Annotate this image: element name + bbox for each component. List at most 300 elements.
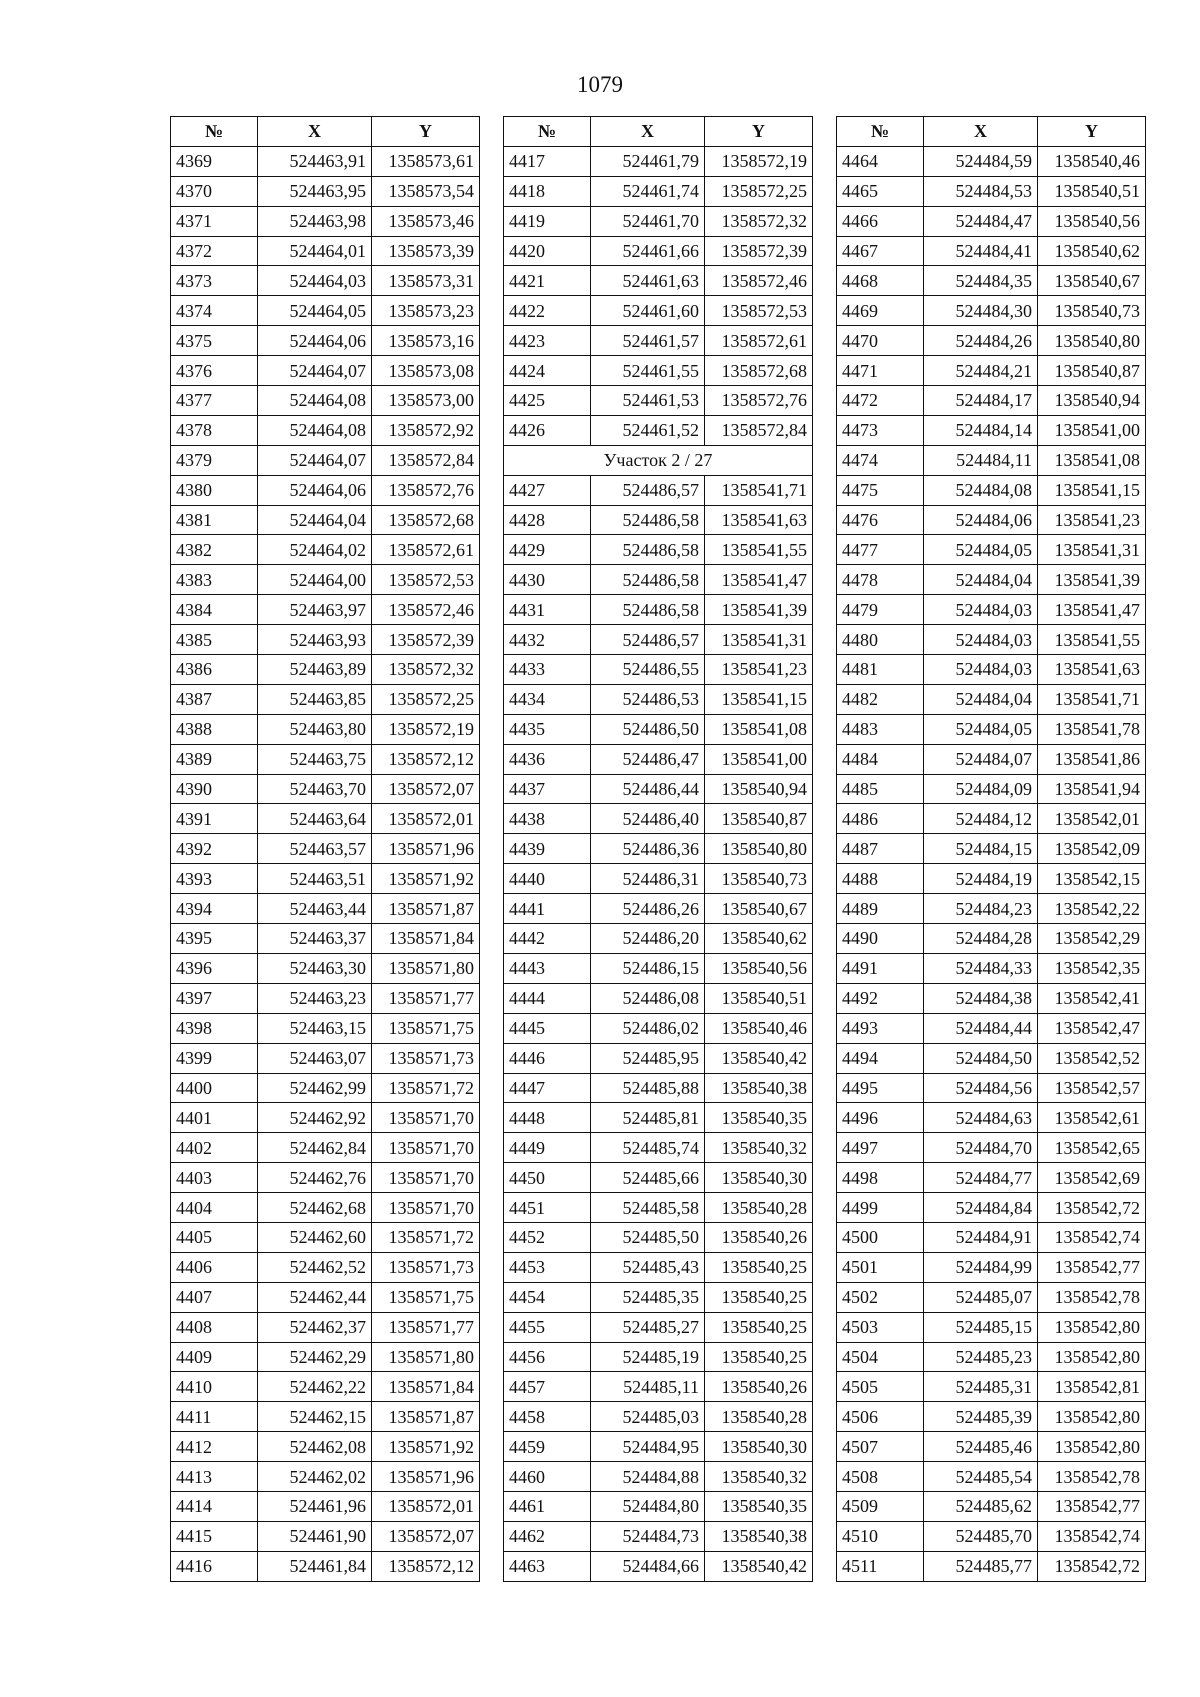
section-row xyxy=(504,445,813,475)
x-coordinate-cell: 524484,80 xyxy=(591,1491,705,1521)
y-coordinate-cell: 1358540,73 xyxy=(705,864,813,894)
table-row xyxy=(837,1103,1146,1133)
header-number: № xyxy=(504,117,591,147)
x-coordinate-cell: 524462,29 xyxy=(258,1342,372,1372)
x-coordinate-cell: 524463,57 xyxy=(258,834,372,864)
x-coordinate-cell: 524486,55 xyxy=(591,655,705,685)
table-row xyxy=(504,684,813,714)
table-row xyxy=(504,1432,813,1462)
point-number-cell: 4418 xyxy=(504,176,591,206)
table-row xyxy=(504,146,813,176)
y-coordinate-cell: 1358571,77 xyxy=(372,1312,480,1342)
point-number-cell: 4457 xyxy=(504,1372,591,1402)
y-coordinate-cell: 1358573,23 xyxy=(372,296,480,326)
table-row xyxy=(837,684,1146,714)
x-coordinate-cell: 524486,15 xyxy=(591,953,705,983)
point-number-cell: 4381 xyxy=(171,505,258,535)
point-number-cell: 4472 xyxy=(837,386,924,416)
x-coordinate-cell: 524486,20 xyxy=(591,924,705,954)
table-row xyxy=(837,475,1146,505)
x-coordinate-cell: 524484,03 xyxy=(924,655,1038,685)
point-number-cell: 4469 xyxy=(837,296,924,326)
point-number-cell: 4406 xyxy=(171,1252,258,1282)
point-number-cell: 4371 xyxy=(171,206,258,236)
table-row xyxy=(837,386,1146,416)
table-row xyxy=(171,1432,480,1462)
y-coordinate-cell: 1358572,25 xyxy=(372,684,480,714)
x-coordinate-cell: 524486,58 xyxy=(591,505,705,535)
x-coordinate-cell: 524486,40 xyxy=(591,804,705,834)
point-number-cell: 4392 xyxy=(171,834,258,864)
table-row xyxy=(837,894,1146,924)
y-coordinate-cell: 1358542,47 xyxy=(1038,1013,1146,1043)
y-coordinate-cell: 1358572,12 xyxy=(372,1551,480,1581)
x-coordinate-cell: 524461,60 xyxy=(591,296,705,326)
x-coordinate-cell: 524486,08 xyxy=(591,983,705,1013)
table-row xyxy=(504,804,813,834)
y-coordinate-cell: 1358541,08 xyxy=(1038,445,1146,475)
point-number-cell: 4479 xyxy=(837,595,924,625)
table-row xyxy=(504,236,813,266)
header-y: Y xyxy=(1038,117,1146,147)
point-number-cell: 4504 xyxy=(837,1342,924,1372)
point-number-cell: 4399 xyxy=(171,1043,258,1073)
table-row xyxy=(171,1222,480,1252)
x-coordinate-cell: 524484,17 xyxy=(924,386,1038,416)
table-row xyxy=(837,1013,1146,1043)
x-coordinate-cell: 524484,91 xyxy=(924,1222,1038,1252)
x-coordinate-cell: 524484,19 xyxy=(924,864,1038,894)
point-number-cell: 4380 xyxy=(171,475,258,505)
point-number-cell: 4422 xyxy=(504,296,591,326)
point-number-cell: 4461 xyxy=(504,1491,591,1521)
point-number-cell: 4389 xyxy=(171,744,258,774)
x-coordinate-cell: 524484,70 xyxy=(924,1133,1038,1163)
table-row xyxy=(504,565,813,595)
y-coordinate-cell: 1358541,39 xyxy=(1038,565,1146,595)
x-coordinate-cell: 524461,84 xyxy=(258,1551,372,1581)
table-row xyxy=(504,953,813,983)
x-coordinate-cell: 524462,15 xyxy=(258,1402,372,1432)
y-coordinate-cell: 1358572,61 xyxy=(705,326,813,356)
table-row xyxy=(504,326,813,356)
table-row xyxy=(837,1133,1146,1163)
y-coordinate-cell: 1358542,72 xyxy=(1038,1193,1146,1223)
point-number-cell: 4443 xyxy=(504,953,591,983)
point-number-cell: 4465 xyxy=(837,176,924,206)
x-coordinate-cell: 524463,23 xyxy=(258,983,372,1013)
point-number-cell: 4436 xyxy=(504,744,591,774)
y-coordinate-cell: 1358540,25 xyxy=(705,1342,813,1372)
point-number-cell: 4410 xyxy=(171,1372,258,1402)
table-row xyxy=(837,1163,1146,1193)
point-number-cell: 4370 xyxy=(171,176,258,206)
y-coordinate-cell: 1358540,42 xyxy=(705,1043,813,1073)
y-coordinate-cell: 1358540,25 xyxy=(705,1282,813,1312)
table-row xyxy=(171,505,480,535)
x-coordinate-cell: 524485,77 xyxy=(924,1551,1038,1581)
point-number-cell: 4470 xyxy=(837,326,924,356)
x-coordinate-cell: 524461,63 xyxy=(591,266,705,296)
table-row xyxy=(171,1163,480,1193)
y-coordinate-cell: 1358540,80 xyxy=(1038,326,1146,356)
table-row xyxy=(504,1013,813,1043)
y-coordinate-cell: 1358540,30 xyxy=(705,1432,813,1462)
table-row xyxy=(504,1252,813,1282)
x-coordinate-cell: 524484,23 xyxy=(924,894,1038,924)
point-number-cell: 4503 xyxy=(837,1312,924,1342)
point-number-cell: 4454 xyxy=(504,1282,591,1312)
x-coordinate-cell: 524484,04 xyxy=(924,565,1038,595)
point-number-cell: 4475 xyxy=(837,475,924,505)
x-coordinate-cell: 524464,05 xyxy=(258,296,372,326)
table-row xyxy=(837,326,1146,356)
x-coordinate-cell: 524461,79 xyxy=(591,146,705,176)
y-coordinate-cell: 1358540,94 xyxy=(1038,386,1146,416)
point-number-cell: 4400 xyxy=(171,1073,258,1103)
x-coordinate-cell: 524485,39 xyxy=(924,1402,1038,1432)
x-coordinate-cell: 524484,50 xyxy=(924,1043,1038,1073)
point-number-cell: 4481 xyxy=(837,655,924,685)
x-coordinate-cell: 524484,03 xyxy=(924,625,1038,655)
x-coordinate-cell: 524486,36 xyxy=(591,834,705,864)
table-row xyxy=(837,1222,1146,1252)
point-number-cell: 4409 xyxy=(171,1342,258,1372)
point-number-cell: 4428 xyxy=(504,505,591,535)
table-row xyxy=(837,1073,1146,1103)
point-number-cell: 4487 xyxy=(837,834,924,864)
table-row xyxy=(504,1372,813,1402)
point-number-cell: 4451 xyxy=(504,1193,591,1223)
x-coordinate-cell: 524463,75 xyxy=(258,744,372,774)
point-number-cell: 4450 xyxy=(504,1163,591,1193)
table-row xyxy=(171,565,480,595)
table-row xyxy=(171,1013,480,1043)
table-row xyxy=(171,475,480,505)
y-coordinate-cell: 1358541,31 xyxy=(705,625,813,655)
point-number-cell: 4412 xyxy=(171,1432,258,1462)
point-number-cell: 4419 xyxy=(504,206,591,236)
x-coordinate-cell: 524485,31 xyxy=(924,1372,1038,1402)
x-coordinate-cell: 524484,08 xyxy=(924,475,1038,505)
table-row xyxy=(837,655,1146,685)
point-number-cell: 4431 xyxy=(504,595,591,625)
y-coordinate-cell: 1358540,25 xyxy=(705,1252,813,1282)
table-row xyxy=(837,1342,1146,1372)
y-coordinate-cell: 1358540,56 xyxy=(1038,206,1146,236)
y-coordinate-cell: 1358542,80 xyxy=(1038,1402,1146,1432)
point-number-cell: 4502 xyxy=(837,1282,924,1312)
point-number-cell: 4466 xyxy=(837,206,924,236)
table-row xyxy=(504,625,813,655)
table-row xyxy=(504,505,813,535)
y-coordinate-cell: 1358571,70 xyxy=(372,1193,480,1223)
y-coordinate-cell: 1358542,80 xyxy=(1038,1342,1146,1372)
point-number-cell: 4493 xyxy=(837,1013,924,1043)
table-row xyxy=(837,1521,1146,1551)
y-coordinate-cell: 1358572,76 xyxy=(372,475,480,505)
point-number-cell: 4494 xyxy=(837,1043,924,1073)
x-coordinate-cell: 524464,06 xyxy=(258,475,372,505)
table-row xyxy=(171,655,480,685)
point-number-cell: 4453 xyxy=(504,1252,591,1282)
x-coordinate-cell: 524464,01 xyxy=(258,236,372,266)
y-coordinate-cell: 1358572,19 xyxy=(372,714,480,744)
point-number-cell: 4480 xyxy=(837,625,924,655)
table-row xyxy=(504,1222,813,1252)
x-coordinate-cell: 524484,14 xyxy=(924,415,1038,445)
y-coordinate-cell: 1358572,25 xyxy=(705,176,813,206)
y-coordinate-cell: 1358542,52 xyxy=(1038,1043,1146,1073)
point-number-cell: 4420 xyxy=(504,236,591,266)
y-coordinate-cell: 1358540,67 xyxy=(705,894,813,924)
x-coordinate-cell: 524462,84 xyxy=(258,1133,372,1163)
point-number-cell: 4463 xyxy=(504,1551,591,1581)
y-coordinate-cell: 1358571,80 xyxy=(372,953,480,983)
x-coordinate-cell: 524485,95 xyxy=(591,1043,705,1073)
x-coordinate-cell: 524484,21 xyxy=(924,356,1038,386)
table-row xyxy=(504,1133,813,1163)
y-coordinate-cell: 1358573,39 xyxy=(372,236,480,266)
y-coordinate-cell: 1358571,80 xyxy=(372,1342,480,1372)
x-coordinate-cell: 524461,74 xyxy=(591,176,705,206)
point-number-cell: 4378 xyxy=(171,415,258,445)
point-number-cell: 4401 xyxy=(171,1103,258,1133)
y-coordinate-cell: 1358540,46 xyxy=(1038,146,1146,176)
x-coordinate-cell: 524484,73 xyxy=(591,1521,705,1551)
x-coordinate-cell: 524462,02 xyxy=(258,1462,372,1492)
table-row xyxy=(171,744,480,774)
x-coordinate-cell: 524484,47 xyxy=(924,206,1038,236)
x-coordinate-cell: 524464,04 xyxy=(258,505,372,535)
table-row xyxy=(171,595,480,625)
point-number-cell: 4476 xyxy=(837,505,924,535)
y-coordinate-cell: 1358542,80 xyxy=(1038,1312,1146,1342)
x-coordinate-cell: 524484,09 xyxy=(924,774,1038,804)
table-row xyxy=(171,535,480,565)
y-coordinate-cell: 1358541,78 xyxy=(1038,714,1146,744)
y-coordinate-cell: 1358542,09 xyxy=(1038,834,1146,864)
coordinates-table-left xyxy=(170,116,480,1582)
y-coordinate-cell: 1358540,28 xyxy=(705,1193,813,1223)
table-row xyxy=(837,864,1146,894)
x-coordinate-cell: 524484,06 xyxy=(924,505,1038,535)
table-row xyxy=(837,1193,1146,1223)
point-number-cell: 4490 xyxy=(837,924,924,954)
point-number-cell: 4501 xyxy=(837,1252,924,1282)
y-coordinate-cell: 1358573,08 xyxy=(372,356,480,386)
table-row xyxy=(504,1402,813,1432)
x-coordinate-cell: 524463,07 xyxy=(258,1043,372,1073)
point-number-cell: 4471 xyxy=(837,356,924,386)
table-row xyxy=(504,894,813,924)
point-number-cell: 4384 xyxy=(171,595,258,625)
table-row xyxy=(171,1312,480,1342)
table-row xyxy=(837,1402,1146,1432)
x-coordinate-cell: 524484,05 xyxy=(924,714,1038,744)
x-coordinate-cell: 524485,11 xyxy=(591,1372,705,1402)
point-number-cell: 4407 xyxy=(171,1282,258,1312)
table-row xyxy=(504,535,813,565)
y-coordinate-cell: 1358541,39 xyxy=(705,595,813,625)
table-row xyxy=(504,1462,813,1492)
y-coordinate-cell: 1358542,74 xyxy=(1038,1521,1146,1551)
x-coordinate-cell: 524486,58 xyxy=(591,595,705,625)
table-row xyxy=(504,1103,813,1133)
y-coordinate-cell: 1358571,96 xyxy=(372,834,480,864)
y-coordinate-cell: 1358572,07 xyxy=(372,1521,480,1551)
y-coordinate-cell: 1358572,84 xyxy=(372,445,480,475)
point-number-cell: 4429 xyxy=(504,535,591,565)
x-coordinate-cell: 524485,07 xyxy=(924,1282,1038,1312)
table-row xyxy=(504,1043,813,1073)
x-coordinate-cell: 524485,66 xyxy=(591,1163,705,1193)
x-coordinate-cell: 524463,95 xyxy=(258,176,372,206)
x-coordinate-cell: 524463,89 xyxy=(258,655,372,685)
x-coordinate-cell: 524462,22 xyxy=(258,1372,372,1402)
point-number-cell: 4438 xyxy=(504,804,591,834)
y-coordinate-cell: 1358540,62 xyxy=(705,924,813,954)
point-number-cell: 4486 xyxy=(837,804,924,834)
point-number-cell: 4483 xyxy=(837,714,924,744)
point-number-cell: 4404 xyxy=(171,1193,258,1223)
x-coordinate-cell: 524486,58 xyxy=(591,535,705,565)
table-row xyxy=(504,1193,813,1223)
point-number-cell: 4488 xyxy=(837,864,924,894)
point-number-cell: 4496 xyxy=(837,1103,924,1133)
x-coordinate-cell: 524486,47 xyxy=(591,744,705,774)
point-number-cell: 4441 xyxy=(504,894,591,924)
x-coordinate-cell: 524484,05 xyxy=(924,535,1038,565)
point-number-cell: 4423 xyxy=(504,326,591,356)
x-coordinate-cell: 524464,00 xyxy=(258,565,372,595)
y-coordinate-cell: 1358573,31 xyxy=(372,266,480,296)
x-coordinate-cell: 524484,59 xyxy=(924,146,1038,176)
y-coordinate-cell: 1358571,87 xyxy=(372,1402,480,1432)
x-coordinate-cell: 524462,44 xyxy=(258,1282,372,1312)
point-number-cell: 4468 xyxy=(837,266,924,296)
x-coordinate-cell: 524484,63 xyxy=(924,1103,1038,1133)
header-x: X xyxy=(591,117,705,147)
table-row xyxy=(837,1252,1146,1282)
point-number-cell: 4464 xyxy=(837,146,924,176)
x-coordinate-cell: 524462,60 xyxy=(258,1222,372,1252)
y-coordinate-cell: 1358571,70 xyxy=(372,1163,480,1193)
x-coordinate-cell: 524484,28 xyxy=(924,924,1038,954)
y-coordinate-cell: 1358571,77 xyxy=(372,983,480,1013)
y-coordinate-cell: 1358540,67 xyxy=(1038,266,1146,296)
x-coordinate-cell: 524461,66 xyxy=(591,236,705,266)
x-coordinate-cell: 524485,27 xyxy=(591,1312,705,1342)
point-number-cell: 4383 xyxy=(171,565,258,595)
point-number-cell: 4427 xyxy=(504,475,591,505)
x-coordinate-cell: 524485,70 xyxy=(924,1521,1038,1551)
y-coordinate-cell: 1358541,86 xyxy=(1038,744,1146,774)
table-row xyxy=(171,684,480,714)
table-row xyxy=(171,1402,480,1432)
table-row xyxy=(171,386,480,416)
x-coordinate-cell: 524461,52 xyxy=(591,415,705,445)
table-row xyxy=(504,983,813,1013)
point-number-cell: 4379 xyxy=(171,445,258,475)
table-row xyxy=(837,1043,1146,1073)
x-coordinate-cell: 524484,33 xyxy=(924,953,1038,983)
y-coordinate-cell: 1358540,32 xyxy=(705,1133,813,1163)
table-row xyxy=(171,1282,480,1312)
point-number-cell: 4385 xyxy=(171,625,258,655)
table-row xyxy=(837,983,1146,1013)
table-row xyxy=(171,1491,480,1521)
y-coordinate-cell: 1358571,87 xyxy=(372,894,480,924)
table-row xyxy=(837,445,1146,475)
point-number-cell: 4405 xyxy=(171,1222,258,1252)
table-row xyxy=(171,714,480,744)
x-coordinate-cell: 524463,70 xyxy=(258,774,372,804)
x-coordinate-cell: 524486,53 xyxy=(591,684,705,714)
y-coordinate-cell: 1358572,46 xyxy=(705,266,813,296)
y-coordinate-cell: 1358540,56 xyxy=(705,953,813,983)
table-row xyxy=(837,505,1146,535)
table-row xyxy=(837,266,1146,296)
y-coordinate-cell: 1358541,63 xyxy=(705,505,813,535)
y-coordinate-cell: 1358571,92 xyxy=(372,1432,480,1462)
point-number-cell: 4374 xyxy=(171,296,258,326)
y-coordinate-cell: 1358542,74 xyxy=(1038,1222,1146,1252)
table-row xyxy=(171,1073,480,1103)
x-coordinate-cell: 524484,41 xyxy=(924,236,1038,266)
y-coordinate-cell: 1358571,92 xyxy=(372,864,480,894)
y-coordinate-cell: 1358572,39 xyxy=(705,236,813,266)
x-coordinate-cell: 524461,57 xyxy=(591,326,705,356)
table-row xyxy=(837,714,1146,744)
table-row xyxy=(837,415,1146,445)
y-coordinate-cell: 1358542,80 xyxy=(1038,1432,1146,1462)
point-number-cell: 4495 xyxy=(837,1073,924,1103)
x-coordinate-cell: 524461,70 xyxy=(591,206,705,236)
y-coordinate-cell: 1358542,77 xyxy=(1038,1252,1146,1282)
point-number-cell: 4376 xyxy=(171,356,258,386)
y-coordinate-cell: 1358542,35 xyxy=(1038,953,1146,983)
x-coordinate-cell: 524464,08 xyxy=(258,415,372,445)
y-coordinate-cell: 1358542,15 xyxy=(1038,864,1146,894)
table-row xyxy=(171,924,480,954)
table-row xyxy=(171,1043,480,1073)
point-number-cell: 4497 xyxy=(837,1133,924,1163)
x-coordinate-cell: 524486,50 xyxy=(591,714,705,744)
section-label: Участок 2 / 27 xyxy=(504,445,813,475)
table-header-row xyxy=(171,117,480,147)
y-coordinate-cell: 1358572,61 xyxy=(372,535,480,565)
point-number-cell: 4505 xyxy=(837,1372,924,1402)
y-coordinate-cell: 1358572,68 xyxy=(372,505,480,535)
x-coordinate-cell: 524484,07 xyxy=(924,744,1038,774)
x-coordinate-cell: 524485,50 xyxy=(591,1222,705,1252)
point-number-cell: 4396 xyxy=(171,953,258,983)
y-coordinate-cell: 1358541,00 xyxy=(1038,415,1146,445)
x-coordinate-cell: 524462,99 xyxy=(258,1073,372,1103)
point-number-cell: 4458 xyxy=(504,1402,591,1432)
point-number-cell: 4434 xyxy=(504,684,591,714)
point-number-cell: 4449 xyxy=(504,1133,591,1163)
y-coordinate-cell: 1358571,70 xyxy=(372,1133,480,1163)
y-coordinate-cell: 1358542,81 xyxy=(1038,1372,1146,1402)
table-row xyxy=(504,176,813,206)
point-number-cell: 4477 xyxy=(837,535,924,565)
y-coordinate-cell: 1358573,46 xyxy=(372,206,480,236)
table-row xyxy=(504,266,813,296)
point-number-cell: 4455 xyxy=(504,1312,591,1342)
y-coordinate-cell: 1358571,75 xyxy=(372,1282,480,1312)
